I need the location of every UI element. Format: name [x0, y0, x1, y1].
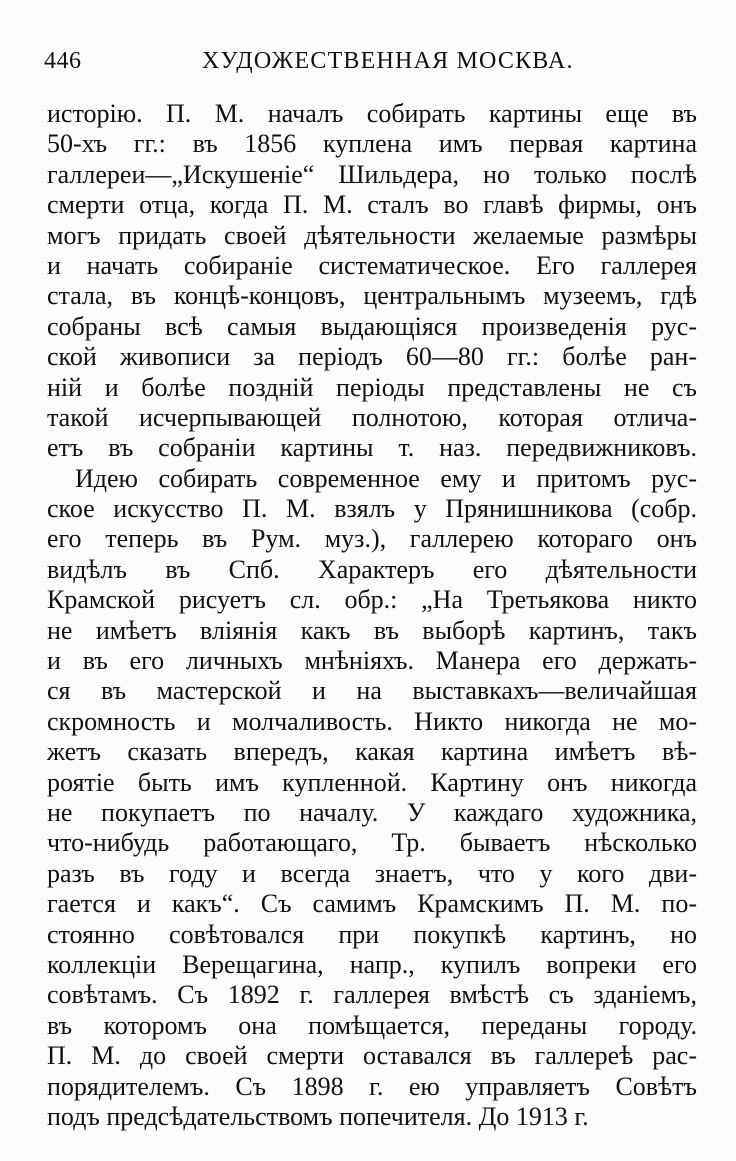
page-header — [44, 48, 694, 84]
paragraph-1 — [47, 99, 697, 464]
text-line: Идею собирать современное ему и притомъ рус- — [75, 463, 697, 493]
text-line: гается и какъ“. Съ самимъ Крамскимъ П. М. по- — [47, 889, 697, 919]
text-line: ній и болѣе поздній періоды представлены не съ — [47, 372, 697, 402]
text-line: въ которомъ она помѣщается, переданы городу. — [47, 1010, 697, 1040]
text-line: его теперь въ Рум. муз.), галлерею котораго онъ — [47, 524, 697, 554]
text-line: не покупаетъ по началу. У каждаго художника, — [47, 797, 697, 827]
text-line: ское искусство П. М. взялъ у Прянишникова (собр. — [47, 494, 697, 524]
text-line: ской живописи за періодъ 60—80 гг.: болѣе ран- — [47, 342, 697, 372]
page-number: 446 — [44, 48, 82, 74]
text-line: галлереи—„Искушеніе“ Шильдера, но только послѣ — [47, 159, 697, 189]
text-line: что-нибудь работающаго, Тр. бываетъ нѣсколько — [47, 828, 697, 858]
text-line: смерти отца, когда П. М. сталъ во главѣ фирмы, онъ — [47, 190, 697, 220]
text-line: стоянно совѣтовался при покупкѣ картинъ, но — [47, 919, 697, 949]
text-line: такой исчерпывающей полнотою, которая отлича- — [47, 402, 697, 432]
text-line: собраны всѣ самыя выдающіяся произведенія рус- — [47, 311, 697, 341]
text-line: скромность и молчаливость. Никто никогда не мо- — [47, 706, 697, 736]
text-line: стала, въ концѣ-концовъ, центральнымъ музеемъ, гдѣ — [47, 281, 697, 311]
text-line: и начать собираніе систематическое. Его галлерея — [47, 250, 697, 280]
running-title: ХУДОЖЕСТВЕННАЯ МОСКВА. — [202, 48, 574, 74]
text-line: подъ предсѣдательствомъ попечителя. До 1913 г. — [47, 1101, 589, 1131]
text-line: разъ въ году и всегда знаетъ, что у кого дви- — [47, 858, 697, 888]
text-line: коллекціи Верещагина, напр., купилъ вопреки его — [47, 949, 697, 979]
text-line: и въ его личныхъ мнѣніяхъ. Манера его держать- — [47, 646, 697, 676]
text-line: Крамской рисуетъ сл. обр.: „На Третьякова никто — [47, 585, 697, 615]
text-line: П. М. до своей смерти оставался въ галлереѣ рас- — [47, 1041, 697, 1071]
paragraph-2 — [47, 464, 697, 1133]
text-line: жетъ сказать впередъ, какая картина имѣетъ вѣ- — [47, 737, 697, 767]
text-line: етъ въ собраніи картины т. наз. передвижниковъ. — [47, 433, 697, 463]
text-line: не имѣетъ вліянія какъ въ выборѣ картинъ, такъ — [47, 615, 697, 645]
text-line: совѣтамъ. Съ 1892 г. галлерея вмѣстѣ съ зданіемъ, — [47, 980, 697, 1010]
body-text — [47, 99, 697, 1132]
text-line: видѣлъ въ Спб. Характеръ его дѣятельности — [47, 554, 697, 584]
text-line: 50-хъ гг.: въ 1856 куплена имъ первая картина — [47, 129, 697, 159]
text-line: роятіе быть имъ купленной. Картину онъ никогда — [47, 767, 697, 797]
text-line: исторію. П. М. началъ собирать картины еще въ — [47, 99, 697, 128]
text-line: могъ придать своей дѣятельности желаемые размѣры — [47, 220, 697, 250]
text-line: ся въ мастерской и на выставкахъ—величайшая — [47, 676, 697, 706]
text-line: порядителемъ. Съ 1898 г. ею управляетъ Совѣтъ — [47, 1071, 697, 1101]
